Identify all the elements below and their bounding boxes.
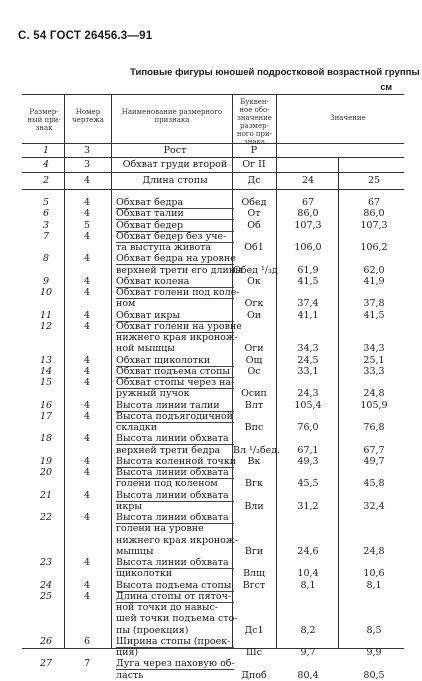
drawing-number: 4 [83,320,91,332]
feature-number: 26 [39,635,53,647]
feature-name-line: та выступа живота [116,242,212,253]
drawing-number: 4 [83,275,91,287]
drawing-number: 3 [83,159,91,170]
drawing-number: 4 [83,455,91,467]
value-1: 76,0 [297,422,319,433]
feature-symbol: Об1 [244,242,264,253]
value-2: 105,9 [360,399,388,411]
feature-number: 2 [42,175,50,186]
value-2: 10,6 [363,568,385,580]
value-1: 61,9 [297,264,319,276]
unit-label: см [380,82,392,92]
feature-symbol: Вгк [245,478,263,490]
feature-name-line: ной точки до навыс- [116,602,218,613]
feature-symbol: Осип [241,388,267,400]
feature-name-line: Высота линии обхвата [116,512,234,524]
feature-number: 11 [39,309,53,321]
feature-symbol: Обед ¹/₃д [233,264,278,276]
col-divider-2 [111,94,112,648]
feature-name-line: Высота линии обхвата [116,557,234,569]
feature-name-line: Обхват бедер без уче- [116,231,234,243]
value-2: 9,9 [366,647,382,658]
feature-name-line: Высота линии обхвата [116,490,234,502]
feature-symbol: Дс1 [244,624,264,636]
table-title: Типовые фигуры юношей подростковой возрастной группы [130,67,420,78]
feature-number: 17 [39,410,53,422]
feature-name-line: нижнего края икронож- [116,534,238,546]
value-2: 8,5 [366,624,382,636]
value-2: 107,3 [360,219,388,231]
value-2: 25,1 [363,354,385,366]
feature-symbol: Влщ [243,568,265,580]
value-1: 80,4 [297,669,319,681]
value-1: 37,4 [297,298,319,310]
feature-number: 24 [39,579,53,591]
feature-number: 6 [42,208,50,220]
col-header-symbol: Буквен-ное обо-значение размер-ного при-знака [236,98,273,146]
col-divider-4 [276,94,277,648]
rule-row-2 [22,172,404,173]
feature-symbol: Огк [244,298,264,310]
feature-name-line: ружный пучок [116,388,190,400]
value-1: 67 [301,197,315,208]
drawing-number: 4 [83,354,91,366]
value-1: 31,2 [297,500,319,512]
value-1: 33,1 [297,365,319,377]
col-divider-1 [64,94,65,648]
col-divider-5 [338,157,339,648]
feature-number: 8 [42,253,50,265]
drawing-number: 4 [83,365,91,377]
feature-name: Обхват груди второй [122,159,228,170]
feature-name-line: ном [116,298,136,310]
feature-symbol: Оги [244,343,264,355]
feature-symbol: Вги [244,545,264,557]
feature-symbol: Вл ¹/₃бед. [233,444,281,456]
feature-name-line: Обхват бедра на уровне [116,253,236,265]
feature-name-line: складки [116,422,158,433]
feature-symbol: От [247,208,261,220]
feature-symbol: Ощ [245,354,263,366]
feature-number: 19 [39,455,53,467]
drawing-number: 5 [83,219,91,231]
value-2: 41,9 [363,275,385,287]
feature-name-line: Ширина стопы (проек- [116,636,234,648]
drawing-number: 4 [83,208,91,220]
value-2: 25 [367,175,381,186]
feature-name-line: Высота линии талии [116,400,234,412]
header-bottom-rule [22,143,404,144]
value-1: 10,4 [297,568,319,580]
value-1: 41,5 [297,275,319,287]
drawing-number: 4 [83,309,91,321]
feature-number: 10 [39,287,53,298]
feature-name-line: Высота линии обхвата [116,467,234,479]
feature-symbol: Обед [241,197,267,208]
feature-symbol: Вгст [242,579,266,591]
feature-name-line: голени на уровне [116,523,204,535]
value-2: 41,5 [363,309,385,321]
value-2: 32,4 [363,500,385,512]
feature-name-line: Обхват колена [116,276,234,288]
value-2: 67 [367,197,381,208]
drawing-number: 4 [83,287,91,298]
feature-number: 12 [39,320,53,332]
value-2: 8,1 [366,579,382,591]
feature-symbol: Дпоб [241,669,267,681]
feature-number: 9 [42,275,50,287]
value-2: 34,3 [363,343,385,355]
value-1: 24,3 [297,388,319,400]
feature-name-line: Высота подъема стопы [116,580,234,592]
feature-symbol: Вли [244,500,264,512]
feature-number: 25 [39,590,53,602]
drawing-number: 4 [83,557,91,568]
drawing-number: 4 [83,230,91,242]
value-1: 34,3 [297,343,319,355]
feature-number: 4 [42,159,50,170]
feature-number: 15 [39,377,53,388]
feature-symbol: Ои [246,309,262,321]
feature-name-line: Дуга через паховую об- [116,658,235,670]
feature-number: 23 [39,557,53,568]
feature-name-line: Обхват голени под коле- [116,287,240,298]
rule-row-1 [22,157,404,158]
value-1: 45,5 [297,478,319,490]
value-1: 9,7 [300,647,316,658]
page-header: С. 54 ГОСТ 26456.3—91 [18,30,153,42]
feature-name-line: Обхват голени на уровне [116,320,242,332]
drawing-number: 4 [83,175,91,186]
feature-name-line: верхней трети бедра [116,444,221,456]
feature-number: 18 [39,433,53,445]
feature-name-line: щиколотки [116,568,173,580]
col-header-value: Значение [330,114,366,122]
value-1: 105,4 [294,399,322,411]
feature-name-line: верхней трети его длины [116,264,243,276]
feature-symbol: Ок [247,275,261,287]
drawing-number: 6 [83,635,91,647]
drawing-number: 4 [83,512,91,523]
value-1: 8,1 [300,579,316,591]
value-2: 67,7 [363,444,385,456]
feature-name-line: Обхват стопы через на- [116,377,235,388]
feature-number: 16 [39,399,53,411]
value-2: 45,8 [363,478,385,490]
drawing-number: 4 [83,197,91,208]
drawing-number: 4 [83,579,91,591]
value-1: 24,5 [297,354,319,366]
value-2: 86,0 [363,208,385,220]
col-header-feature: Размер-ный при-знак [27,108,61,132]
value-1: 67,1 [297,444,319,456]
feature-number: 22 [39,512,53,523]
feature-name-line: Обхват бедер [116,220,234,232]
col-header-name: Наименование размерного признака [121,108,223,124]
drawing-number: 4 [83,399,91,411]
feature-name-line: Обхват икры [116,310,234,322]
feature-name-line: шей точки подъема сто- [116,613,238,625]
feature-name: Рост [163,145,187,156]
drawing-number: 4 [83,433,91,445]
value-2: 24,8 [363,388,385,400]
feature-name-line: ласть [116,669,144,681]
feature-symbol: Шс [245,647,263,658]
drawing-number: 4 [83,410,91,422]
drawing-number: 4 [83,253,91,265]
value-2: 106,2 [360,242,388,253]
feature-name-line: ция) [116,647,139,658]
value-2: 33,3 [363,365,385,377]
drawing-number: 4 [83,377,91,388]
feature-name-line: Длина стопы от пяточ- [116,591,234,603]
value-1: 41,1 [297,309,319,321]
feature-name: Длина стопы [142,175,208,186]
feature-name-line: Обхват бедра [116,197,234,209]
value-1: 106,0 [294,242,322,253]
table-top-rule [22,94,404,95]
feature-symbol: Об [247,219,261,231]
feature-symbol: Р [250,145,258,156]
col-header-drawing: Номер чертежа [72,108,104,124]
feature-number: 20 [39,467,53,478]
value-1: 49,3 [297,455,319,467]
feature-number: 13 [39,354,53,366]
drawing-number: 4 [83,489,91,501]
feature-number: 5 [42,197,50,208]
value-2: 80,5 [363,669,385,681]
value-1: 24 [301,175,315,186]
feature-symbol: Ог II [242,159,266,170]
feature-symbol: Ос [247,365,261,377]
feature-name-line: икры [116,500,142,512]
value-2: 49,7 [363,455,385,467]
drawing-number: 7 [83,658,91,670]
feature-number: 1 [42,145,50,156]
value-2: 37,8 [363,298,385,310]
drawing-number: 3 [83,145,91,156]
feature-name-line: Высота линии обхвата [116,433,234,445]
feature-name-line: Высота коленной точки [116,455,237,467]
feature-symbol: Влт [244,399,264,411]
feature-number: 3 [42,219,50,231]
feature-name-line: мышцы [116,545,154,557]
feature-name-line: Обхват подъема стопы [116,366,234,378]
value-2: 76,8 [363,422,385,433]
feature-number: 21 [39,489,53,501]
feature-name-line: Высота подъягодичной [116,410,234,422]
value-1: 107,3 [294,219,322,231]
drawing-number: 4 [83,467,91,478]
rule-row-3 [22,189,404,190]
feature-name-line: ной мышцы [116,343,175,355]
feature-number: 7 [42,230,50,242]
drawing-number: 4 [83,590,91,602]
feature-name-line: пы (проекция) [116,624,189,636]
feature-symbol: Вк [247,455,261,467]
feature-symbol: Дс [247,175,261,186]
value-1: 86,0 [297,208,319,220]
feature-symbol: Впс [244,422,264,433]
feature-name-line: Обхват талии [116,208,234,220]
feature-name-line: Обхват щиколотки [116,355,234,367]
feature-number: 27 [39,658,53,670]
feature-name-line: голени под коленом [116,478,218,490]
value-1: 24,6 [297,545,319,557]
feature-number: 14 [39,365,53,377]
value-2: 24,8 [363,545,385,557]
value-1: 8,2 [300,624,316,636]
feature-name-line: нижнего края икронож- [116,332,238,343]
value-2: 62,0 [363,264,385,276]
